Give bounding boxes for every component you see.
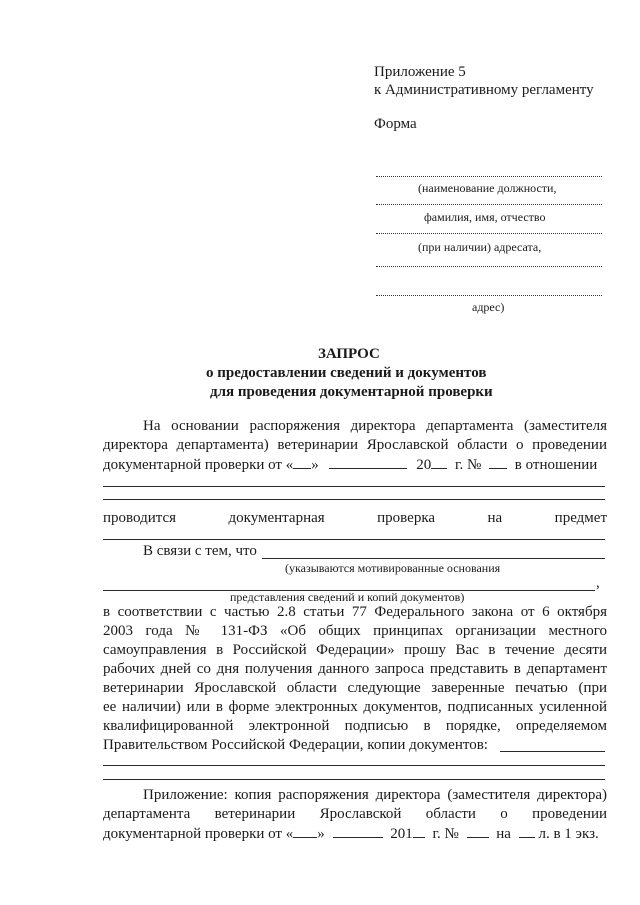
word-provoditsya: проводится	[103, 510, 177, 526]
attachment-text-3a: документарной проверки от «	[103, 826, 294, 842]
attachment-pages-blank[interactable]	[519, 825, 535, 838]
intro-text-3d: г. №	[455, 457, 482, 473]
word-predmet: предмет	[554, 510, 607, 526]
body-line-3	[103, 642, 607, 659]
document-subtitle-2: для проведения документарной проверки	[210, 384, 493, 400]
body-text-2: 2003 года № 131-ФЗ «Об общих принципах организации местного	[103, 623, 607, 639]
addressee-caption-position: (наименование должности,	[418, 181, 557, 195]
intro-line-1	[143, 418, 607, 435]
attachment-text-3b: »	[317, 826, 325, 842]
body-text-5: ветеринарии Ярославской области следующие заверенные печатью (при	[103, 680, 607, 696]
order-number-blank[interactable]	[489, 456, 507, 469]
form-label: Форма	[374, 116, 417, 132]
intro-text-1: На основании распоряжения директора департамента (заместителя	[143, 418, 607, 434]
body-line-5	[103, 680, 607, 697]
word-na: на	[487, 510, 503, 526]
body-text-7: квалифицированной электронной подписью в порядке, определяемом	[103, 718, 607, 734]
addressee-line-1	[376, 176, 602, 177]
intro-text-3a: документарной проверки от «	[103, 457, 294, 473]
word-documentary: документарная	[228, 510, 325, 526]
attachment-day-blank[interactable]	[293, 825, 317, 838]
intro-text-3c: 20	[416, 457, 432, 473]
addressee-line-4	[376, 266, 602, 267]
document-title: ЗАПРОС	[318, 346, 380, 362]
addressee-line-2	[376, 204, 602, 205]
regulation-reference: к Административному регламенту	[374, 82, 594, 98]
reason-caption-2: представления сведений и копий документов)	[230, 590, 465, 604]
addressee-caption-name: фамилия, имя, отчество	[424, 210, 546, 224]
body-text-8: Правительством Российской Федерации, копии документов:	[103, 737, 488, 753]
intro-text-3e: в отношении	[514, 457, 598, 473]
attachment-text-3e: на	[496, 826, 511, 842]
attachment-line-2	[103, 806, 607, 823]
day-blank[interactable]	[293, 456, 311, 469]
attachment-month-blank[interactable]	[333, 825, 383, 838]
documents-blank-2[interactable]	[103, 765, 605, 766]
reason-caption-1: (указываются мотивированные основания	[285, 561, 501, 575]
attachment-year-blank[interactable]	[413, 825, 425, 838]
addressee-caption-optional: (при наличии) адресата,	[418, 240, 542, 254]
body-text-4: рабочих дней со дня получения данного запроса представить в департамент	[103, 661, 607, 677]
intro-text-3b: »	[311, 457, 319, 473]
addressee-line-5	[376, 295, 602, 296]
month-blank[interactable]	[329, 456, 407, 469]
body-line-1	[103, 604, 607, 621]
attachment-text-3f: л. в 1 экз.	[538, 826, 599, 842]
documents-blank-1[interactable]	[500, 751, 605, 752]
reason-comma: ,	[596, 575, 600, 591]
body-text-1: в соответствии с частью 2.8 статьи 77 Федерального закона от 6 октября	[103, 604, 607, 620]
body-line-2	[103, 623, 607, 640]
attachment-text-2: департамента ветеринарии Ярославской области о проведении	[103, 806, 607, 822]
body-line-4	[103, 661, 607, 678]
subject-blank-line[interactable]	[103, 539, 605, 540]
reason-blank-1[interactable]	[262, 558, 605, 559]
intro-line-3	[103, 456, 597, 474]
documents-blank-3[interactable]	[103, 779, 605, 780]
attachment-text-3c: 201	[390, 826, 413, 842]
body-line-7	[103, 718, 607, 735]
appendix-number: Приложение 5	[374, 64, 466, 80]
year-blank[interactable]	[431, 456, 447, 469]
attachment-line-1	[143, 787, 607, 804]
addressee-caption-address: адрес)	[472, 300, 505, 314]
attachment-text-1: Приложение: копия распоряжения директора (заместителя директора)	[143, 787, 607, 803]
subject-line	[103, 510, 607, 527]
inspected-entity-line-1[interactable]	[103, 486, 605, 487]
intro-text-2: директора департамента) ветеринарии Ярославской области о проведении	[103, 437, 607, 453]
body-text-3: самоуправления в Российской Федерации» прошу Вас в течение десяти	[103, 642, 607, 658]
attachment-text-3d: г. №	[432, 826, 459, 842]
addressee-line-3	[376, 233, 602, 234]
body-line-6	[103, 699, 607, 716]
word-proverka: проверка	[377, 510, 436, 526]
body-text-6: ее наличии) или в форме электронных документов, подписанных усиленной	[103, 699, 607, 715]
attachment-number-blank[interactable]	[467, 825, 489, 838]
intro-line-2	[103, 437, 607, 454]
attachment-line-3	[103, 825, 599, 843]
inspected-entity-line-2[interactable]	[103, 499, 605, 500]
reason-prefix: В связи с тем, что	[143, 543, 257, 559]
document-subtitle-1: о предоставлении сведений и документов	[206, 365, 487, 381]
body-line-8	[103, 737, 488, 754]
